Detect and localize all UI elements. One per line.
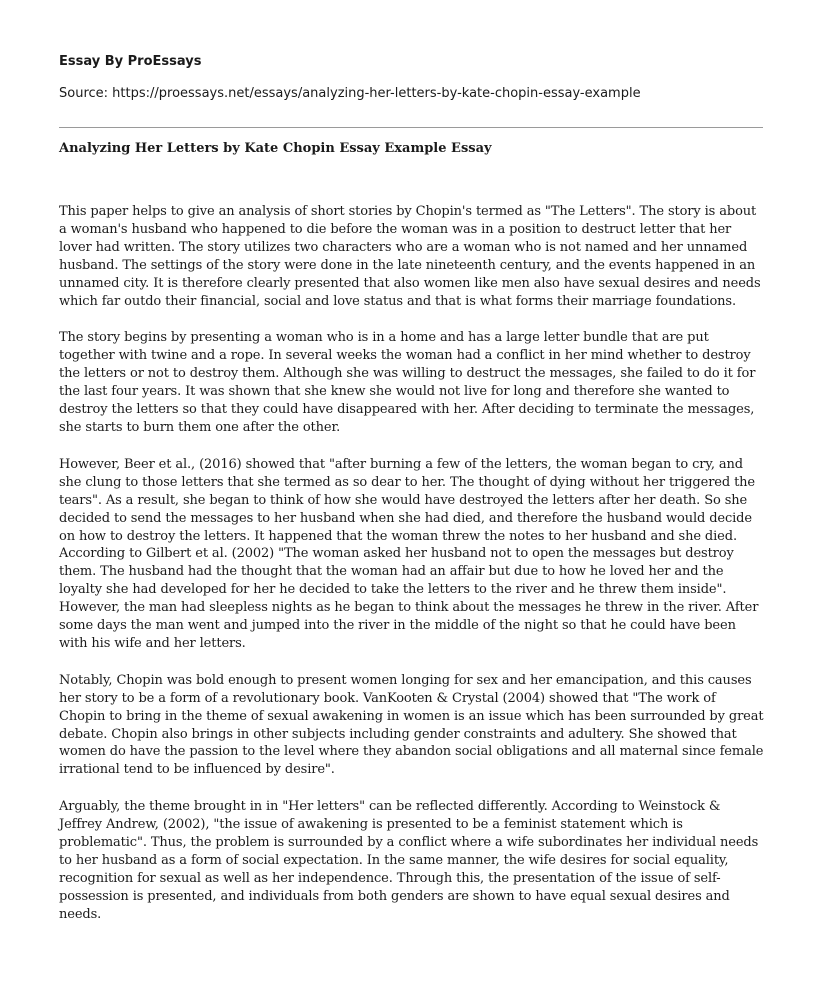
essay-paragraph-4: Notably, Chopin was bold enough to present women longing for sex and her emancipation, and this causes her story to be a form of a revolutionary book. VanKooten & Crystal (2004) showed that "The work of Chopin to bring in the theme of sexual awakening in women is an issue which has been surrounded by great debate. Chopin also brings in other subjects including gender constraints and adultery. She showed that women do have the passion to the level where they abandon social obligations and all maternal since female irrational tend to be influenced by desire". [59,672,764,778]
essay-title: Analyzing Her Letters by Kate Chopin Essay Example Essay [59,141,492,156]
essay-paragraph-2: The story begins by presenting a woman who is in a home and has a large letter bundle that are put together with twine and a rope. In several weeks the woman had a conflict in her mind whether to destroy the letters or not to destroy them. Although she was willing to destruct the messages, she failed to do it for the last four years. It was shown that she knew she would not live for long and therefore she wanted to destroy the letters so that they could have disappeared with her. After deciding to terminate the messages, she starts to burn them one after the other. [59,330,756,435]
essay-body [59,203,765,943]
site-header-title: Essay By ProEssays [59,54,202,69]
essay-paragraph-5: Arguably, the theme brought in in "Her letters" can be reflected differently. According to Weinstock & Jeffrey Andrew, (2002), "the issue of awakening is presented to be a feminist statement which is problematic". Thus, the problem is surrounded by a conflict where a wife subordinates her individual needs to her husband as a form of social expectation. In the same manner, the wife desires for social equality, recognition for sexual as well as her independence. Through this, the presentation of the issue of self-possession is presented, and individuals from both genders are shown to have equal sexual desires and needs. [59,799,759,922]
header-divider [59,127,763,128]
essay-paragraph-1: This paper helps to give an analysis of short stories by Chopin's termed as "The Letters". The story is about a woman's husband who happened to die before the woman was in a position to destruct letter that her lover had written. The story utilizes two characters who are a woman who is not named and her unnamed husband. The settings of the story were done in the late nineteenth century, and the events happened in an unnamed city. It is therefore clearly presented that also women like men also have sexual desires and needs which far outdo their financial, social and love status and that is what forms their marriage foundations. [59,204,761,309]
source-label: Source: [59,86,109,101]
essay-paragraph-3: However, Beer et al., (2016) showed that "after burning a few of the letters, the woman began to cry, and she clung to those letters that she termed as so dear to her. The thought of dying without her triggered the tears". As a result, she began to think of how she would have destroyed the letters after her death. So she decided to send the messages to her husband when she had died, and therefore the husband would decide on how to destroy the letters. It happened that the woman threw the notes to her husband and she died. According to Gilbert et al. (2002) "The woman asked her husband not to open the messages but destroy them. The husband had the thought that the woman had an affair but due to how he loved her and the loyalty she had developed for her he decided to take the letters to the river and he threw them inside". However, the man had sleepless nights as he began to think about the messages he threw in the river. After some days the man went and jumped into the river in the middle of the night so that he could have been with his wife and her letters. [59,456,759,651]
source-line [59,86,641,102]
source-url: https://proessays.net/essays/analyzing-her-letters-by-kate-chopin-essay-example [112,86,641,101]
